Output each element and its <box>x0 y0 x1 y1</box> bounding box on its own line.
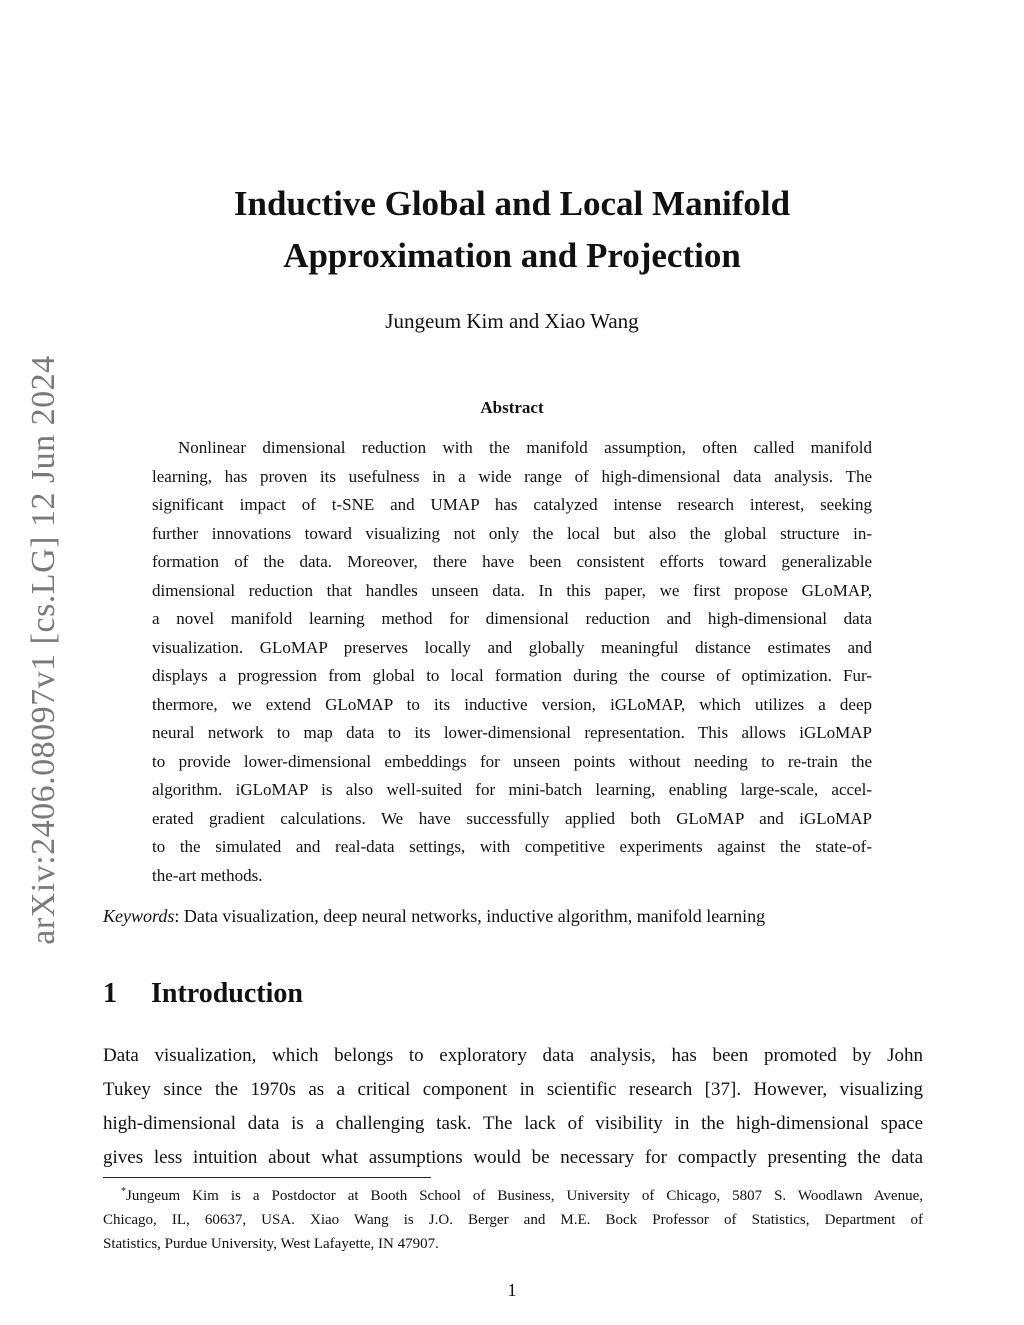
abstract-heading: Abstract <box>480 398 544 417</box>
intro-line: high-dimensional data is a challenging task. The lack of visibility in the high-dimensional space <box>103 1113 923 1134</box>
keywords-label: Keywords <box>103 906 175 926</box>
section-heading <box>103 978 303 1010</box>
footnote-line <box>103 1180 923 1208</box>
paper-title <box>100 178 924 282</box>
keywords <box>103 906 923 927</box>
abstract-line: to the simulated and real-data settings, with competitive experiments against the state-of- <box>152 837 872 856</box>
title-line: Approximation and Projection <box>283 236 741 275</box>
footnote-line: Statistics, Purdue University, West Lafayette, IN 47907. <box>103 1236 439 1252</box>
section-number: 1 <box>103 978 117 1009</box>
abstract-line: to provide lower-dimensional embeddings for unseen points without needing to re-train the <box>152 751 872 771</box>
title-line: Inductive Global and Local Manifold <box>233 184 791 223</box>
intro-line: Data visualization, which belongs to exploratory data analysis, has been promoted by John <box>103 1045 923 1066</box>
abstract-line: further innovations toward visualizing not only the local but also the global structure in- <box>152 523 872 543</box>
section-title: Introduction <box>151 978 303 1009</box>
abstract-line: a novel manifold learning method for dimensional reduction and high-dimensional data <box>152 609 872 628</box>
abstract-line: erated gradient calculations. We have successfully applied both GLoMAP and iGLoMAP <box>152 808 872 828</box>
abstract-line: dimensional reduction that handles unseen data. In this paper, we first propose GLoMAP, <box>152 580 872 600</box>
abstract-line: visualization. GLoMAP preserves locally and globally meaningful distance estimates and <box>152 637 872 657</box>
abstract-line: the-art methods. <box>152 865 263 885</box>
intro-line: Tukey since the 1970s as a critical component in scientific research [37]. However, visualizing <box>103 1079 923 1100</box>
abstract-line: neural network to map data to its lower-dimensional representation. This allows iGLoMAP <box>152 723 872 742</box>
abstract-line: displays a progression from global to local formation during the course of optimization. Fur- <box>152 666 872 685</box>
footnote <box>103 1180 923 1256</box>
footnote-text: Jungeum Kim is a Postdoctor at Booth School of Business, University of Chicago, 5807 S. Woodlawn Avenue, <box>126 1188 923 1204</box>
authors: Jungeum Kim and Xiao Wang <box>385 309 639 333</box>
keywords-text: : Data visualization, deep neural networks, inductive algorithm, manifold learning <box>174 906 766 926</box>
abstract-line: algorithm. iGLoMAP is also well-suited for mini-batch learning, enabling large-scale, accel- <box>152 780 872 799</box>
footnote-marker: * <box>121 1186 126 1197</box>
abstract-line: significant impact of t-SNE and UMAP has catalyzed intense research interest, seeking <box>152 495 872 514</box>
footnote-line: Chicago, IL, 60637, USA. Xiao Wang is J.O. Berger and M.E. Bock Professor of Statistics, Department of <box>103 1212 923 1228</box>
abstract-body <box>152 434 872 890</box>
intro-line: gives less intuition about what assumptions would be necessary for compactly presenting the data <box>103 1147 923 1168</box>
arxiv-identifier: arXiv:2406.08097v1 [cs.LG] 12 Jun 2024 <box>25 355 62 945</box>
page-number: 1 <box>507 1280 517 1300</box>
abstract-line: thermore, we extend GLoMAP to its inductive version, iGLoMAP, which utilizes a deep <box>152 694 872 714</box>
abstract-line: formation of the data. Moreover, there have been consistent efforts toward generalizable <box>152 552 872 571</box>
introduction-paragraph <box>103 1039 923 1175</box>
abstract-line: Nonlinear dimensional reduction with the manifold assumption, often called manifold <box>178 438 872 457</box>
abstract-line: learning, has proven its usefulness in a wide range of high-dimensional data analysis. The <box>152 466 872 486</box>
arxiv-stamp <box>18 0 68 1325</box>
footnote-rule <box>103 1177 431 1178</box>
